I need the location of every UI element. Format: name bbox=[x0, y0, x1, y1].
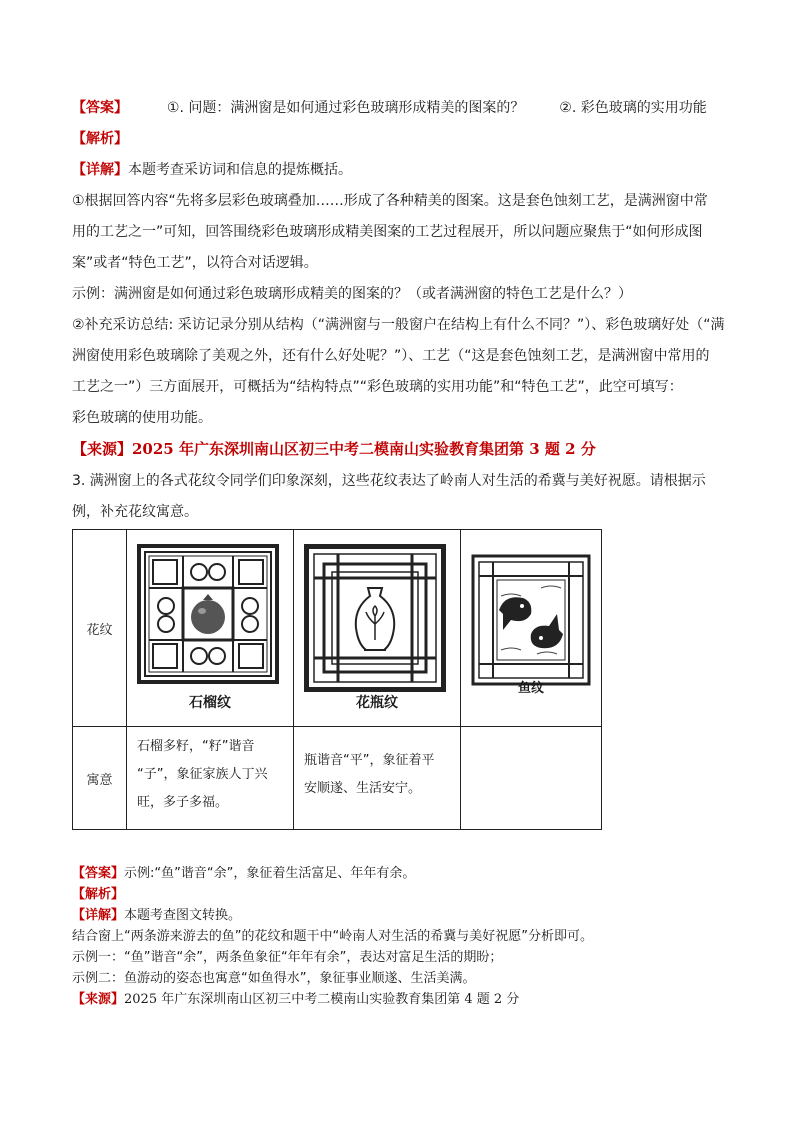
caption-pomegranate: 石榴纹 bbox=[189, 695, 231, 711]
row-head-meaning: 寓意 bbox=[73, 727, 127, 830]
meaning-vase bbox=[294, 727, 461, 830]
source-heading: 【来源】2025 年广东深圳南山区初三中考二模南山实验教育集团第 3 题 2 分 bbox=[72, 440, 596, 458]
fish-cell bbox=[461, 530, 602, 727]
pomegranate-cell bbox=[127, 530, 294, 727]
pattern-row bbox=[73, 530, 602, 727]
vase-window-image bbox=[304, 544, 446, 692]
analysis-tag: 【解析】 bbox=[72, 131, 128, 147]
answer-item-1: ①. 问题：满洲窗是如何通过彩色玻璃形成精美的图案的？ bbox=[166, 100, 525, 116]
vase-cell bbox=[294, 530, 461, 727]
pomegranate-window-image bbox=[137, 544, 279, 684]
row-head-pattern: 花纹 bbox=[73, 530, 127, 727]
meaning-pomegranate-line: “子”，象征家族人丁兴 bbox=[137, 767, 268, 782]
detail-intro: 本题考查图文转换。 bbox=[124, 908, 242, 923]
detail-line bbox=[72, 906, 732, 926]
fish-window-image bbox=[471, 554, 591, 686]
detail-tag: 【详解】 bbox=[72, 162, 128, 178]
analysis-tag: 【解析】 bbox=[72, 887, 125, 902]
paragraph-1-line-1: ①根据回答内容“先将多层彩色玻璃叠加……形成了各种精美的图案。这是套色蚀刻工艺，是满洲窗中常 bbox=[72, 193, 708, 209]
answer-item-2: ②. 彩色玻璃的实用功能 bbox=[559, 100, 707, 116]
meaning-vase-line: 瓶谐音“平”，象征着平 bbox=[304, 753, 435, 768]
source-line bbox=[72, 990, 732, 1010]
example-line: 示例：满洲窗是如何通过彩色玻璃形成精美的图案的？（或者满洲窗的特色工艺是什么？） bbox=[72, 286, 632, 302]
answer-tag: 【答案】 bbox=[72, 100, 128, 116]
detail-line-1: 结合窗上“两条游来游去的鱼”的花纹和题干中“岭南人对生活的希冀与美好祝愿”分析即可。 bbox=[72, 929, 593, 944]
meaning-pomegranate-line: 旺，多子多福。 bbox=[137, 795, 229, 810]
caption-fish: 鱼纹 bbox=[517, 681, 544, 696]
paragraph-2-line-2: 洲窗使用彩色玻璃除了美观之外，还有什么好处呢？”）、工艺（“这是套色蚀刻工艺，是满洲窗中常用的 bbox=[72, 348, 710, 364]
meaning-vase-line: 安顺遂、生活安宁。 bbox=[304, 781, 422, 796]
paragraph-2-line-4: 彩色玻璃的使用功能。 bbox=[72, 410, 212, 426]
q3-answer-line bbox=[72, 864, 732, 884]
detail-line-2: 示例一：“鱼”谐音“余”，两条鱼象征“年年有余”，表达对富足生活的期盼； bbox=[72, 950, 503, 965]
detail-intro: 本题考查采访词和信息的提炼概括。 bbox=[128, 162, 352, 178]
paragraph-1-line-2: 用的工艺之一”可知，回答围绕彩色玻璃形成精美图案的工艺过程展开，所以问题应聚焦于“如何形成图 bbox=[72, 224, 703, 240]
q3-stem-line-1: 3. 满洲窗上的各式花纹令同学们印象深刻，这些花纹表达了岭南人对生活的希冀与美好祝愿。请根据示 bbox=[72, 473, 706, 489]
source-text: 2025 年广东深圳南山区初三中考二模南山实验教育集团第 4 题 2 分 bbox=[124, 992, 520, 1007]
detail-line bbox=[72, 160, 732, 180]
paragraph-2-line-1: ②补充采访总结: 采访记录分别从结构（“满洲窗与一般窗户在结构上有什么不同？”）、彩色玻璃好处（“满 bbox=[72, 317, 725, 333]
paragraph-2-line-3: 工艺之一”）三方面展开，可概括为“结构特点”“彩色玻璃的实用功能”和“特色工艺”，此空可填写： bbox=[72, 379, 683, 395]
detail-line-3: 示例二：鱼游动的姿态也寓意“如鱼得水”，象征事业顺遂、生活美满。 bbox=[72, 971, 476, 986]
answer-tag: 【答案】 bbox=[72, 866, 125, 881]
meaning-pomegranate bbox=[127, 727, 294, 830]
q2-answer-line bbox=[72, 98, 732, 118]
detail-tag: 【详解】 bbox=[72, 908, 125, 923]
meaning-pomegranate-line: 石榴多籽，“籽”谐音 bbox=[137, 739, 255, 754]
answer-text: 示例:“鱼”谐音“余”，象征着生活富足、年年有余。 bbox=[124, 866, 416, 881]
pattern-table bbox=[72, 529, 602, 830]
source-tag: 【来源】 bbox=[72, 992, 125, 1007]
meaning-fish-blank bbox=[461, 727, 602, 830]
meaning-row bbox=[73, 727, 602, 830]
paragraph-1-line-3: 案”或者“特色工艺”，以符合对话逻辑。 bbox=[72, 255, 318, 271]
q3-stem-line-2: 例，补充花纹寓意。 bbox=[72, 504, 198, 520]
caption-vase: 花瓶纹 bbox=[356, 695, 398, 711]
